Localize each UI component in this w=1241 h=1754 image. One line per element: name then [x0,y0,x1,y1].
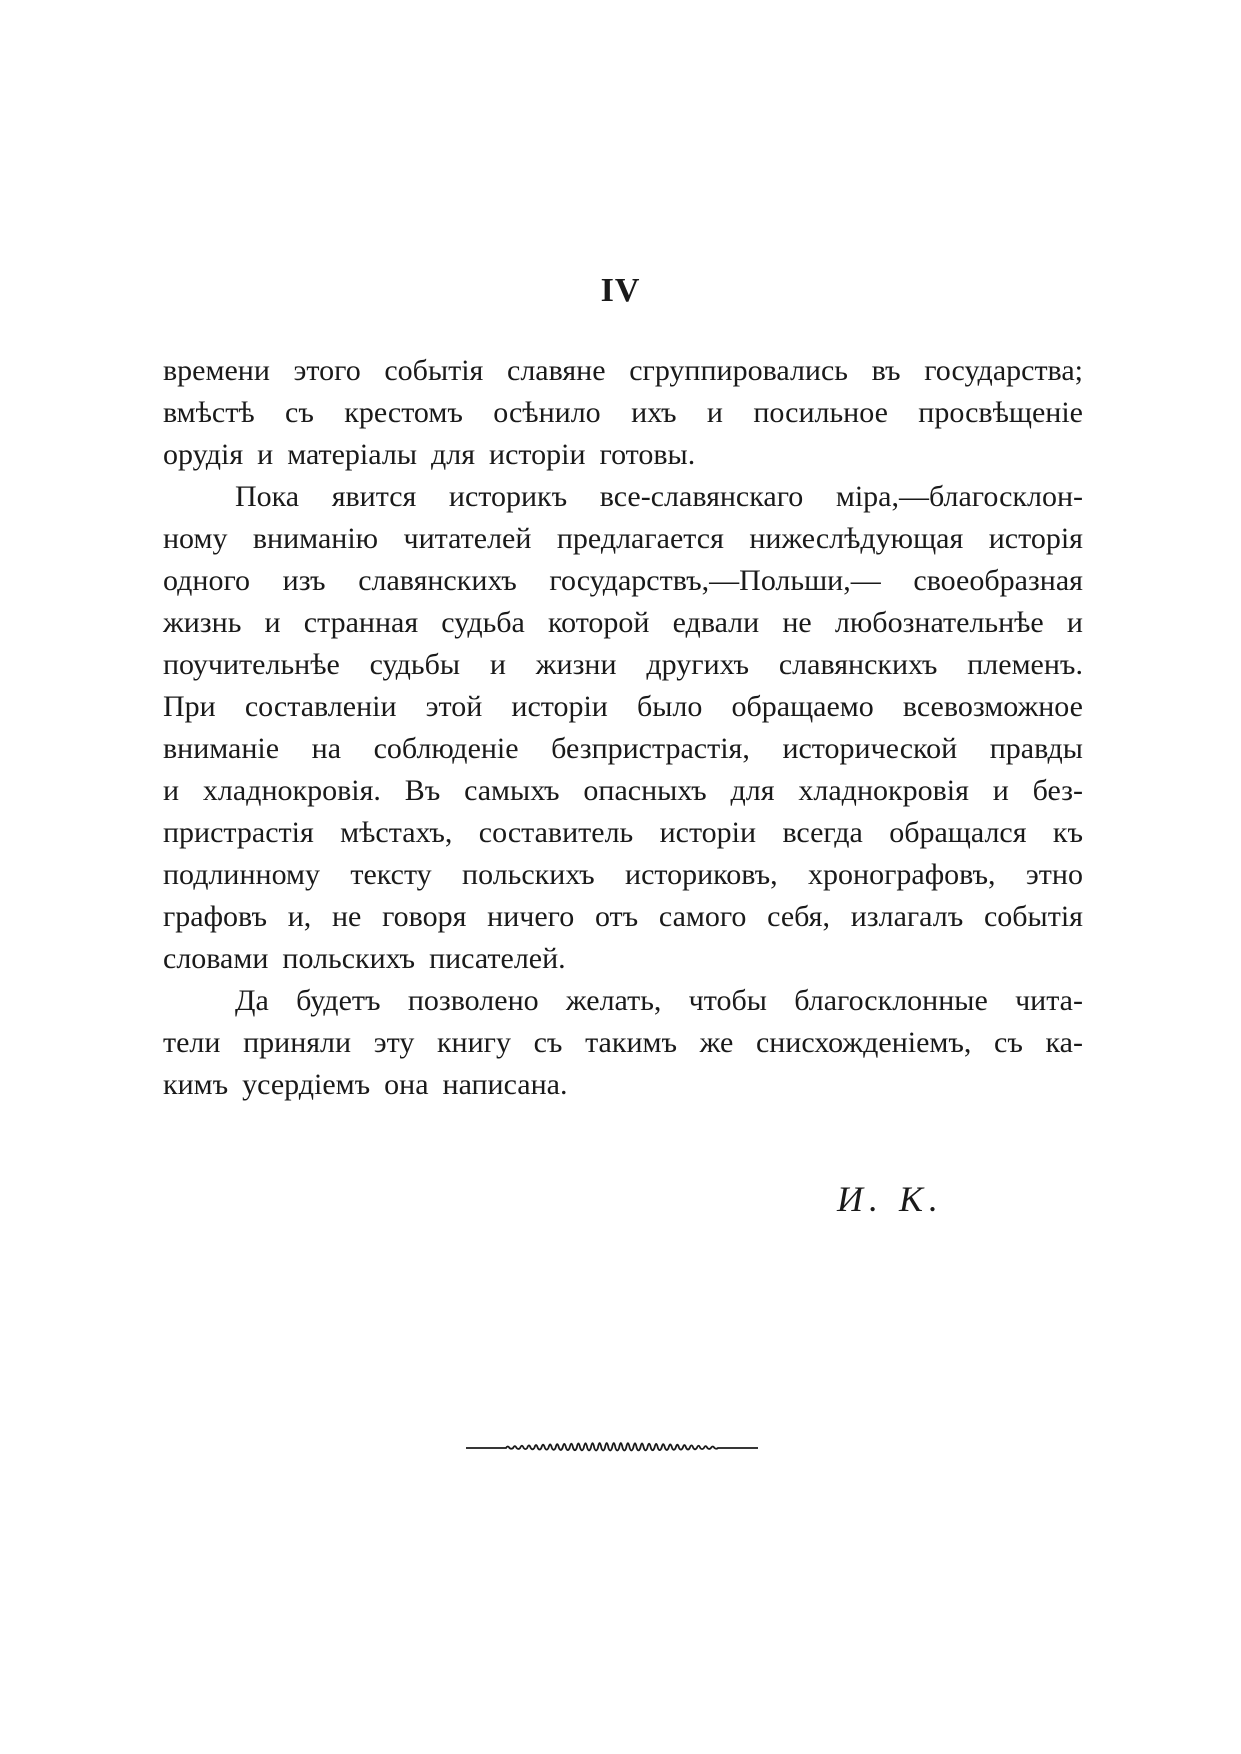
paragraph-1 [163,350,1083,476]
text-line: времени этого событія славяне сгруппировались въ государства; [163,354,1083,387]
text-line: жизнь и странная судьба которой едвали не любознательнѣе и [163,606,1083,639]
author-signature: И. К. [837,1179,944,1219]
text-line: Пока явится историкъ все-славянскаго міра,—благосклон- [235,480,1083,513]
text-line: подлинному тексту польскихъ историковъ, хронографовъ, этно [163,858,1083,891]
paragraph-2 [163,476,1083,980]
text-line: Да будетъ позволено желать, чтобы благосклонные чита- [235,984,1083,1017]
text-line: вниманіе на соблюденіе безпристрастія, исторической правды [163,732,1083,765]
text-line: поучительнѣе судьбы и жизни другихъ славянскихъ племенъ. [163,648,1083,681]
text-line: тели приняли эту книгу съ такимъ же снисхожденіемъ, съ ка- [163,1026,1083,1059]
paragraph-3 [163,980,1083,1106]
text-line: орудія и матеріалы для исторіи готовы. [163,438,696,471]
text-line: кимъ усердіемъ она написана. [163,1068,568,1101]
wavy-tailpiece-ornament [466,1432,758,1462]
body-text [163,350,1083,1106]
page-number: IV [600,272,641,309]
text-line: ному вниманію читателей предлагается нижеслѣдующая исторія [163,522,1083,555]
text-line: При составленіи этой исторіи было обращаемо всевозможное [163,690,1083,723]
text-line: пристрастія мѣстахъ, составитель исторіи всегда обращался къ [163,816,1083,849]
text-line: графовъ и, не говоря ничего отъ самого себя, излагалъ событія [163,900,1083,933]
text-line: одного изъ славянскихъ государствъ,—Польши,— своеобразная [163,564,1083,597]
text-line: вмѣстѣ съ крестомъ осѣнило ихъ и посильное просвѣщеніе [163,396,1083,429]
text-line: словами польскихъ писателей. [163,942,566,975]
text-line: и хладнокровія. Въ самыхъ опасныхъ для хладнокровія и без- [163,774,1083,807]
